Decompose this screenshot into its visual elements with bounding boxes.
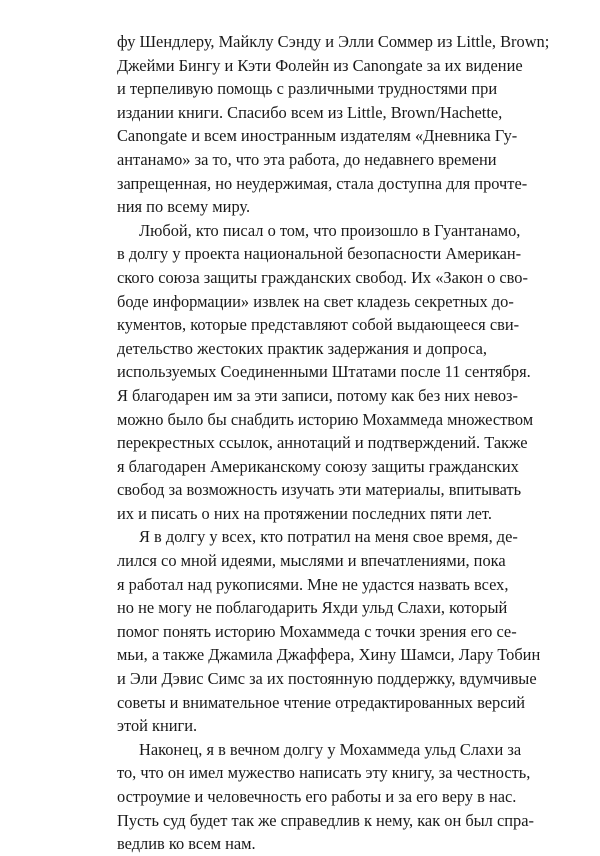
text-line: можно было бы снабдить историю Мохаммеда множеством [117,409,534,429]
text-line: ского союза защиты гражданских свобод. Их «Закон о сво- [117,267,528,287]
text-line: этой книги. [117,716,198,736]
text-line: я благодарен Американскому союзу защиты гражданских [117,456,519,476]
text-line: Джейми Бингу и Кэти Фолейн из Canongate за их видение [117,55,523,75]
text-line: и терпеливую помощь с различными трудностями при [117,79,498,99]
paragraph-1 [117,30,550,219]
text-line: запрещенная, но неудержимая, стала доступна для прочте- [117,173,528,193]
text-line: лился со мной идеями, мыслями и впечатлениями, пока [117,551,506,571]
text-line: Любой, кто писал о том, что произошло в Гуантанамо, [139,220,521,240]
text-line: используемых Соединенными Штатами после 11 сентября. [117,362,531,382]
text-line: антанамо» за то, что эта работа, до недавнего времени [117,149,497,169]
text-line: перекрестных ссылок, аннотаций и подтверждений. Также [117,433,528,453]
paragraph-2 [117,219,534,526]
text-line: Пусть суд будет так же справедлив к нему, как он был спра- [117,810,534,830]
text-line: помог понять историю Мохаммеда с точки зрения его се- [117,621,517,641]
text-line: остроумие и человечность его работы и за его веру в нас. [117,787,517,806]
text-line: ния по всему миру. [117,197,251,217]
text-line: кументов, которые представляют собой выдающееся сви- [117,315,520,335]
text-line: их и писать о них на протяжении последних пяти лет. [117,503,492,523]
text-line: и Эли Дэвис Симс за их постоянную поддержку, вдумчивые [117,669,537,689]
text-line: боде информации» извлек на свет кладезь секретных до- [117,291,514,311]
text-line: Я благодарен им за эти записи, потому как без них невоз- [117,385,518,405]
text-line: издании книги. Спасибо всем из Little, Brown/Hachette, [117,102,503,122]
text-line: мьи, а также Джамила Джаффера, Хину Шамси, Лару Тобин [117,645,541,665]
text-line: Canongate и всем иностранным издателям «Дневника Гу- [117,126,518,146]
text-block [117,30,550,856]
paragraph-4 [117,738,534,856]
text-line: свобод за возможность изучать эти материалы, впитывать [117,480,522,500]
text-line: детельство жестоких практик задержания и допроса, [117,338,487,358]
text-line: я работал над рукописями. Мне не удастся назвать всех, [117,574,509,594]
text-line: но не могу не поблагодарить Яхди ульд Слахи, который [117,598,508,618]
text-line: в долгу у проекта национальной безопасности Американ- [117,244,522,264]
text-line: Я в долгу у всех, кто потратил на меня свое время, де- [139,527,518,547]
text-line: то, что он имел мужество написать эту книгу, за честность, [117,763,531,783]
text-line: фу Шендлеру, Майклу Сэнду и Элли Соммер из Little, Brown; [117,32,550,51]
text-line: ведлив ко всем нам. [117,834,256,854]
text-line: Наконец, я в вечном долгу у Мохаммеда ульд Слахи за [139,739,522,759]
text-line: советы и внимательное чтение отредактированных версий [117,692,526,712]
paragraph-3 [117,525,541,737]
